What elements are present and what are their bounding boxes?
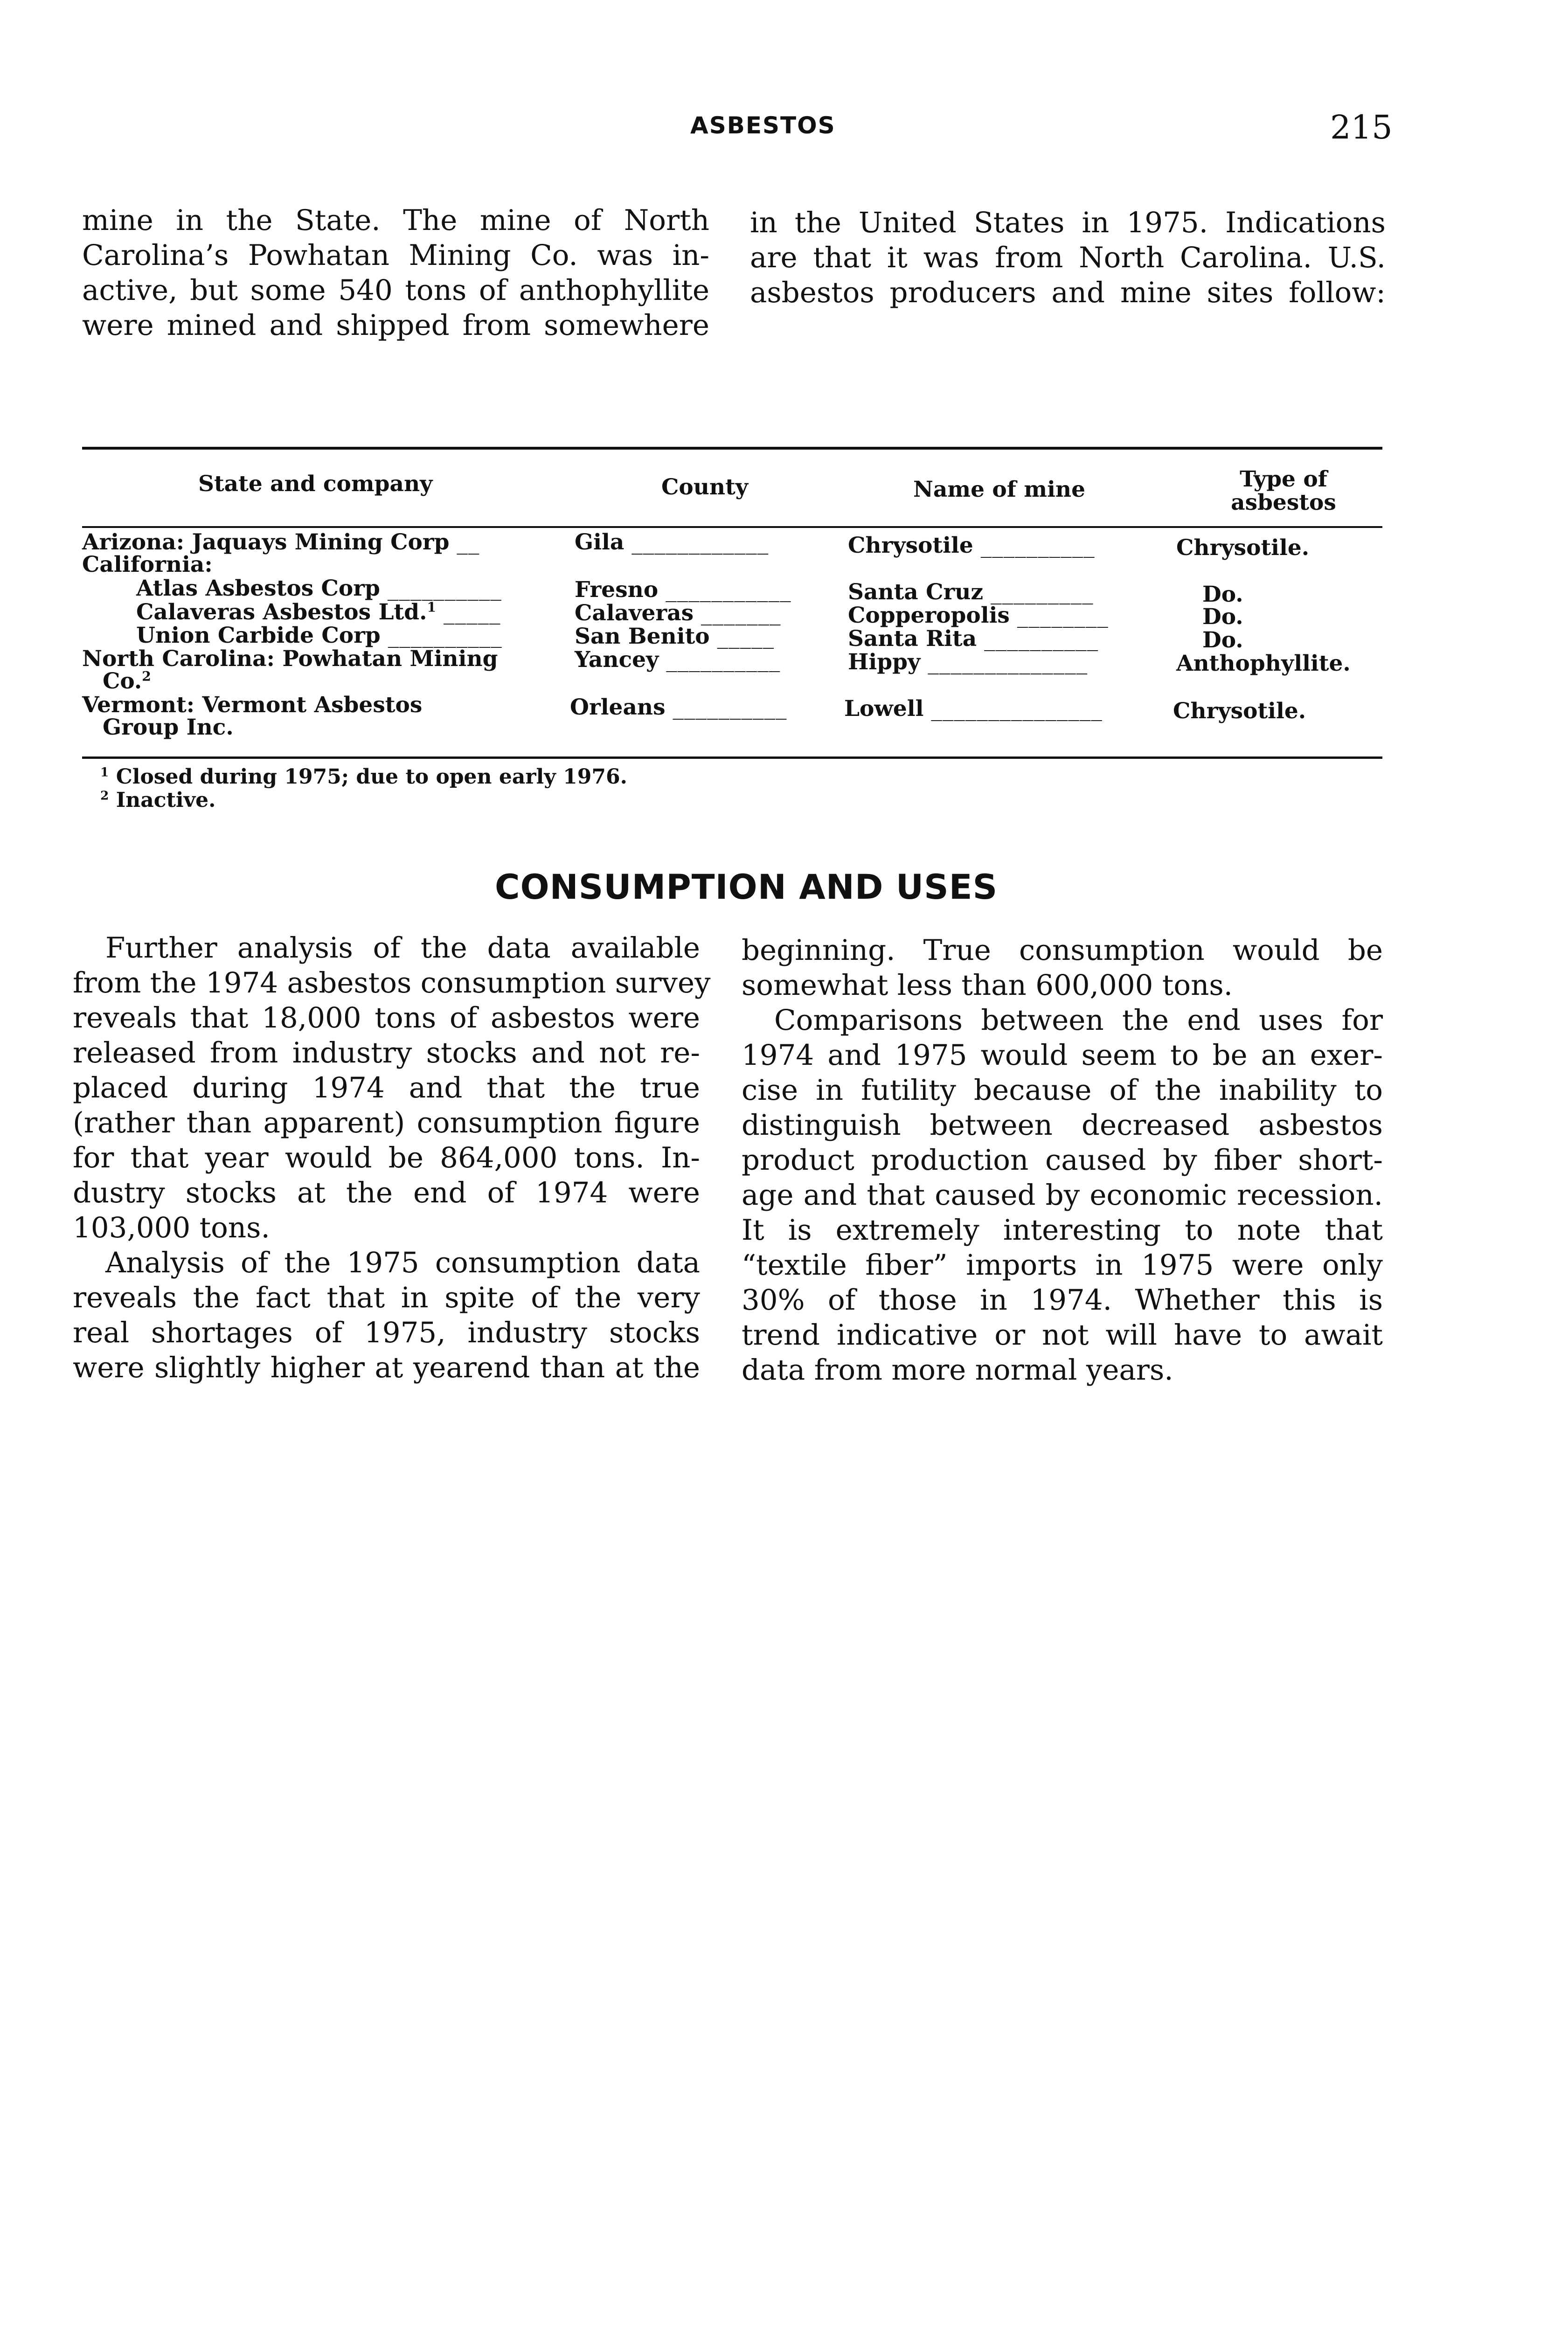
footnote-mark: 2	[142, 668, 151, 684]
text-line: 30% of those in 1974. Whether this is	[742, 1284, 1383, 1317]
table-cell-type: Do.	[1202, 582, 1243, 607]
text-line: from the 1974 asbestos consumption survey	[73, 966, 711, 999]
table-cell-company	[136, 624, 502, 647]
footnote-mark: 2	[100, 788, 109, 803]
column-header-county: County	[661, 474, 749, 500]
text-line: beginning. True consumption would be	[742, 934, 1383, 967]
dot-leader: __________	[659, 647, 781, 673]
table-bottom-rule	[82, 757, 1382, 759]
table-cell-company	[82, 647, 498, 671]
dot-leader: _______________	[923, 696, 1103, 722]
table-cell-county	[575, 625, 774, 648]
footnote-mark: 1	[100, 765, 109, 780]
cell-text: Vermont: Vermont Asbestos	[82, 692, 423, 718]
column-header-type	[1200, 468, 1367, 514]
text-line: asbestos producers and mine sites follow:	[750, 276, 1386, 309]
table-cell-mine	[848, 651, 1088, 674]
table-cell-mine	[848, 627, 1098, 651]
table-cell-type: Do.	[1202, 604, 1243, 630]
cell-text: North Carolina: Powhatan Mining	[82, 646, 498, 672]
cell-text: Arizona: Jaquays Mining Corp	[82, 529, 450, 555]
header-line: Type of	[1240, 466, 1327, 492]
text-line: Carolina’s Powhatan Mining Co. was in-	[82, 239, 709, 272]
dot-leader: ______________	[920, 649, 1088, 675]
table-footnote	[100, 788, 216, 812]
cell-text: Group Inc.	[103, 715, 234, 740]
text-line: were slightly higher at yearend than at the	[73, 1351, 700, 1384]
text-line: for that year would be 864,000 tons. In-	[73, 1141, 700, 1174]
cell-text: Co.	[103, 668, 142, 694]
dot-leader: _______	[694, 600, 781, 626]
cell-text: Fresno	[575, 577, 659, 603]
dot-leader: __	[449, 529, 480, 555]
cell-text: Calaveras Asbestos Ltd.	[136, 599, 427, 625]
text-line: real shortages of 1975, industry stocks	[73, 1316, 700, 1349]
table-cell-company	[136, 601, 501, 624]
text-line: 103,000 tons.	[73, 1211, 270, 1244]
table-header-rule	[82, 526, 1382, 528]
text-line: 1974 and 1975 would seem to be an exer-	[742, 1039, 1383, 1072]
table-footnote	[100, 765, 627, 789]
dot-leader: __________	[973, 533, 1095, 558]
cell-text: Santa Cruz	[848, 579, 984, 605]
table-cell-company	[82, 694, 422, 717]
text-line: age and that caused by economic recession.	[742, 1179, 1383, 1212]
table-cell-type: Anthophyllite.	[1176, 651, 1351, 676]
dot-leader: _____	[709, 624, 775, 649]
table-cell-company	[82, 531, 479, 554]
dot-leader: _____	[436, 599, 501, 625]
table-cell-county	[575, 578, 791, 602]
text-line: dustry stocks at the end of 1974 were	[73, 1176, 700, 1209]
text-line: reveals the fact that in spite of the very	[73, 1281, 700, 1314]
consumption-column-left	[73, 930, 711, 1385]
cell-text: Atlas Asbestos Corp	[136, 576, 380, 601]
text-line: Comparisons between the end uses for	[774, 1004, 1383, 1037]
cell-text: Santa Rita	[848, 626, 977, 652]
table-cell-mine	[844, 697, 1103, 721]
cell-text: Gila	[575, 529, 624, 555]
text-line: Analysis of the 1975 consumption data	[105, 1246, 700, 1279]
text-line: released from industry stocks and not re-	[73, 1036, 700, 1069]
cell-text: California:	[82, 552, 213, 577]
text-line: somewhat less than 600,000 tons.	[742, 969, 1233, 1002]
table-top-rule	[82, 447, 1382, 450]
table-cell-type: Chrysotile.	[1176, 535, 1310, 561]
dot-leader: __________	[380, 623, 502, 648]
cell-text: Copperopolis	[848, 603, 1010, 628]
table-cell-county	[575, 531, 769, 554]
running-head: ASBESTOS	[690, 112, 836, 139]
text-line: trend indicative or not will have to await	[742, 1319, 1383, 1352]
cell-text: Lowell	[844, 696, 924, 722]
text-line: mine in the State. The mine of North	[82, 204, 709, 237]
text-line: cise in futility because of the inability to	[742, 1074, 1383, 1107]
dot-leader: _________	[983, 579, 1094, 605]
cell-text: Hippy	[848, 649, 921, 675]
table-cell-mine	[848, 604, 1109, 627]
footnote-text: Inactive.	[116, 788, 216, 812]
footnote-mark: 1	[427, 599, 437, 615]
text-line: reveals that 18,000 tons of asbestos were	[73, 1001, 700, 1034]
table-cell-company	[103, 716, 234, 739]
intro-paragraph-right	[750, 205, 1386, 310]
text-line: product production caused by fiber short-	[742, 1144, 1383, 1177]
text-line: in the United States in 1975. Indications	[750, 206, 1386, 239]
dot-leader: ________	[1009, 603, 1109, 628]
text-line: (rather than apparent) consumption figure	[73, 1106, 700, 1139]
cell-text: San Benito	[575, 624, 710, 649]
consumption-column-right	[742, 933, 1383, 1388]
section-heading: CONSUMPTION AND USES	[495, 868, 998, 907]
page-number: 215	[1330, 108, 1393, 146]
column-header-mine: Name of mine	[913, 477, 1086, 502]
cell-text: Orleans	[570, 694, 666, 720]
text-line: are that it was from North Carolina. U.S.	[750, 241, 1386, 274]
table-cell-type: Chrysotile.	[1173, 698, 1306, 724]
table-cell-type: Do.	[1202, 627, 1243, 653]
text-line: active, but some 540 tons of anthophyllite	[82, 274, 709, 307]
table-cell-county	[570, 696, 787, 719]
dot-leader: __________	[977, 626, 1099, 652]
text-line: distinguish between decreased asbestos	[742, 1109, 1383, 1142]
cell-text: Calaveras	[575, 600, 694, 626]
dot-leader: ___________	[658, 577, 791, 603]
dot-leader: __________	[665, 694, 787, 720]
text-line: data from more normal years.	[742, 1353, 1173, 1387]
cell-text: Union Carbide Corp	[136, 623, 381, 648]
text-line: were mined and shipped from somewhere	[82, 309, 709, 342]
table-cell-mine	[848, 534, 1095, 557]
table-cell-company	[82, 553, 213, 576]
table-cell-company	[136, 577, 502, 600]
header-line: asbestos	[1231, 490, 1336, 515]
table-cell-mine	[848, 581, 1094, 604]
table-cell-county	[575, 648, 780, 672]
column-header-state-company: State and company	[198, 471, 433, 497]
text-line: It is extremely interesting to note that	[742, 1214, 1383, 1247]
footnote-text: Closed during 1975; due to open early 1976.	[116, 765, 627, 789]
text-line: placed during 1974 and that the true	[73, 1071, 700, 1104]
text-line: Further analysis of the data available	[105, 931, 700, 965]
cell-text: Yancey	[575, 647, 659, 673]
table-cell-company	[103, 670, 151, 693]
intro-paragraph-left	[82, 203, 709, 343]
table-cell-county	[575, 602, 781, 625]
dot-leader: ____________	[624, 529, 769, 555]
cell-text: Chrysotile	[848, 533, 973, 558]
text-line: “textile fiber” imports in 1975 were only	[742, 1249, 1383, 1282]
dot-leader: __________	[380, 576, 502, 601]
